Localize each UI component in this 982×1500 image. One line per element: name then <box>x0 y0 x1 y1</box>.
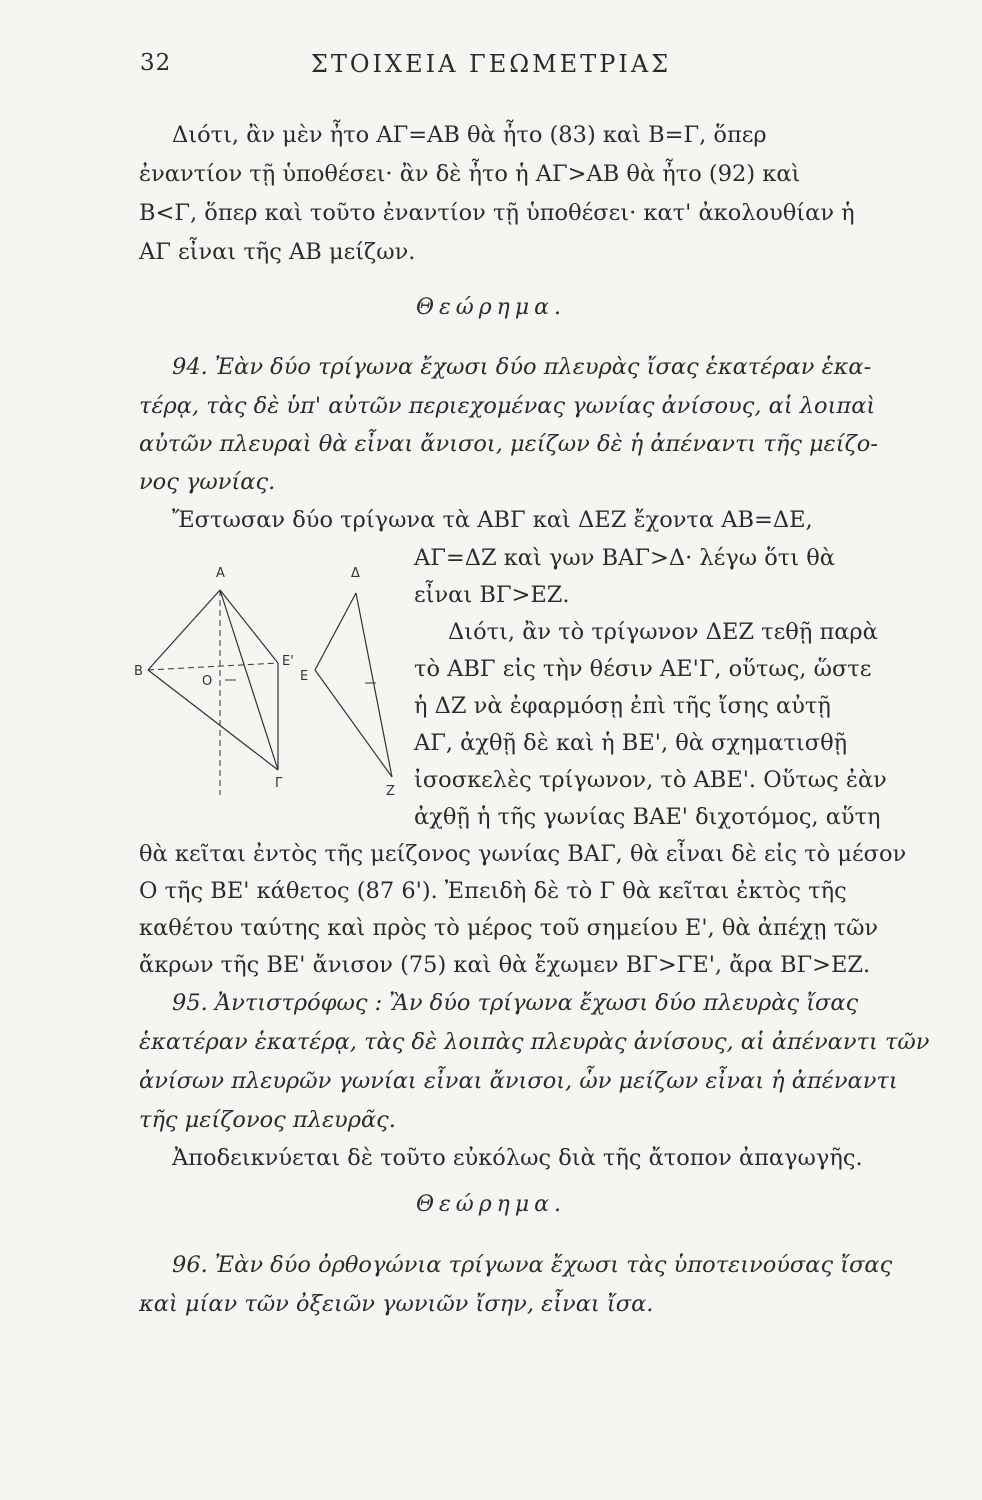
label-Z: Ζ <box>386 784 395 799</box>
label-O: Ο <box>202 674 213 689</box>
intro-line: ἐναντίον τῇ ὑποθέσει· ἂν δὲ ἦτο ἡ ΑΓ>ΑΒ θὰ ἦτο (92) καὶ <box>139 161 801 187</box>
edge-EZ <box>315 670 392 777</box>
intro-line: ΑΓ εἶναι τῆς ΑΒ μείζων. <box>139 239 416 265</box>
theorem-statement-line: νος γωνίας. <box>139 469 276 495</box>
page-number: 32 <box>140 50 172 76</box>
proof-line: Ἔστωσαν δύο τρίγωνα τὰ ΑΒΓ καὶ ΔΕΖ ἔχοντα ΑΒ=ΔΕ, <box>172 507 813 533</box>
label-G: Γ <box>275 776 283 791</box>
theorem-heading: Θεώρημα. <box>415 1192 567 1217</box>
edge-DZ <box>356 593 392 777</box>
theorem-statement-line: 94. Ἐὰν δύο τρίγωνα ἔχωσι δύο πλευρὰς ἴσας ἑκατέραν ἑκα- <box>172 354 872 380</box>
triangles-figure <box>130 555 400 805</box>
proof-line: ἰσοσκελὲς τρίγωνον, τὸ ΑΒΕ'. Οὕτως ἐὰν <box>414 767 887 793</box>
theorem-95-line: τῆς μείζονος πλευρᾶς. <box>139 1107 396 1133</box>
theorem-statement-line: τέρᾳ, τὰς δὲ ὑπ' αὐτῶν περιεχομένας γωνίας ἀνίσους, αἱ λοιπαὶ <box>139 393 876 419</box>
proof-line: Διότι, ἂν τὸ τρίγωνον ΔΕΖ τεθῇ παρὰ <box>448 619 878 645</box>
theorem-95-line: ἀνίσων πλευρῶν γωνίαι εἶναι ἄνισοι, ὧν μείζων εἶναι ἡ ἀπέναντι <box>139 1068 898 1094</box>
proof-line: τὸ ΑΒΓ εἰς τὴν θέσιν ΑΕ'Γ, οὕτως, ὥστε <box>414 656 872 682</box>
proof-line: θὰ κεῖται ἐντὸς τῆς μείζονος γωνίας ΒΑΓ, θὰ εἶναι δὲ εἰς τὸ μέσον <box>139 841 907 867</box>
page-header <box>0 50 982 90</box>
proof-line: Ο τῆς ΒΕ' κάθετος (87 6'). Ἐπειδὴ δὲ τὸ Γ θὰ κεῖται ἐκτὸς τῆς <box>139 878 847 904</box>
proof-line: ΑΓ=ΔΖ καὶ γων ΒΑΓ>Δ· λέγω ὅτι θὰ <box>414 545 835 571</box>
proof-line: εἶναι ΒΓ>ΕΖ. <box>414 582 570 608</box>
label-A: Α <box>216 566 225 581</box>
theorem-95-proof: Ἀποδεικνύεται δὲ τοῦτο εὐκόλως διὰ τῆς ἄτοπον ἀπαγωγῆς. <box>172 1145 863 1171</box>
theorem-statement-line: αὐτῶν πλευραὶ θὰ εἶναι ἄνισοι, μείζων δὲ ἡ ἀπέναντι τῆς μείζο- <box>139 431 878 457</box>
theorem-95-line: ἑκατέραν ἑκατέρᾳ, τὰς δὲ λοιπὰς πλευρὰς ἀνίσους, αἱ ἀπέναντι τῶν <box>139 1029 930 1055</box>
intro-line: Β<Γ, ὅπερ καὶ τοῦτο ἐναντίον τῇ ὑποθέσει· κατ' ἀκολουθίαν ἡ <box>139 200 855 226</box>
intro-line: Διότι, ἂν μὲν ἦτο ΑΓ=ΑΒ θὰ ἦτο (83) καὶ Β=Γ, ὅπερ <box>172 122 767 148</box>
running-title: ΣΤΟΙΧΕΙΑ ΓΕΩΜΕΤΡΙΑΣ <box>310 50 672 78</box>
proof-line: ΑΓ, ἀχθῇ δὲ καὶ ἡ ΒΕ', θὰ σχηματισθῇ <box>414 730 848 756</box>
edge-BG <box>148 670 278 770</box>
label-D: Δ <box>351 566 360 581</box>
label-E: Ε <box>300 669 309 684</box>
segment-BE-prime <box>148 663 278 670</box>
proof-line: ἡ ΔΖ νὰ ἐφαρμόσῃ ἐπὶ τῆς ἴσης αὐτῇ <box>414 693 831 719</box>
edge-DE <box>315 593 356 670</box>
theorem-95-line: 95. Ἀντιστρόφως : Ἂν δύο τρίγωνα ἔχωσι δύο πλευρὰς ἴσας <box>172 990 859 1016</box>
theorem-96-line: 96. Ἐὰν δύο ὀρθογώνια τρίγωνα ἔχωσι τὰς ὑποτεινούσας ἴσας <box>172 1252 893 1278</box>
proof-line: ἀχθῇ ἡ τῆς γωνίας ΒΑΕ' διχοτόμος, αὕτη <box>414 804 881 830</box>
proof-line: ἄκρων τῆς ΒΕ' ἄνισον (75) καὶ θὰ ἔχωμεν ΒΓ>ΓΕ', ἄρα ΒΓ>ΕΖ. <box>139 952 871 978</box>
theorem-heading: Θεώρημα. <box>415 295 567 320</box>
edge-AE-prime <box>220 590 278 663</box>
proof-line: καθέτου ταύτης καὶ πρὸς τὸ μέρος τοῦ σημείου Ε', θὰ ἀπέχῃ τῶν <box>139 915 879 941</box>
theorem-96-line: καὶ μίαν τῶν ὀξειῶν γωνιῶν ἴσην, εἶναι ἴσα. <box>139 1291 654 1317</box>
edge-AB <box>148 590 220 670</box>
label-B: Β <box>134 664 143 679</box>
label-E-prime: Ε' <box>282 654 294 669</box>
